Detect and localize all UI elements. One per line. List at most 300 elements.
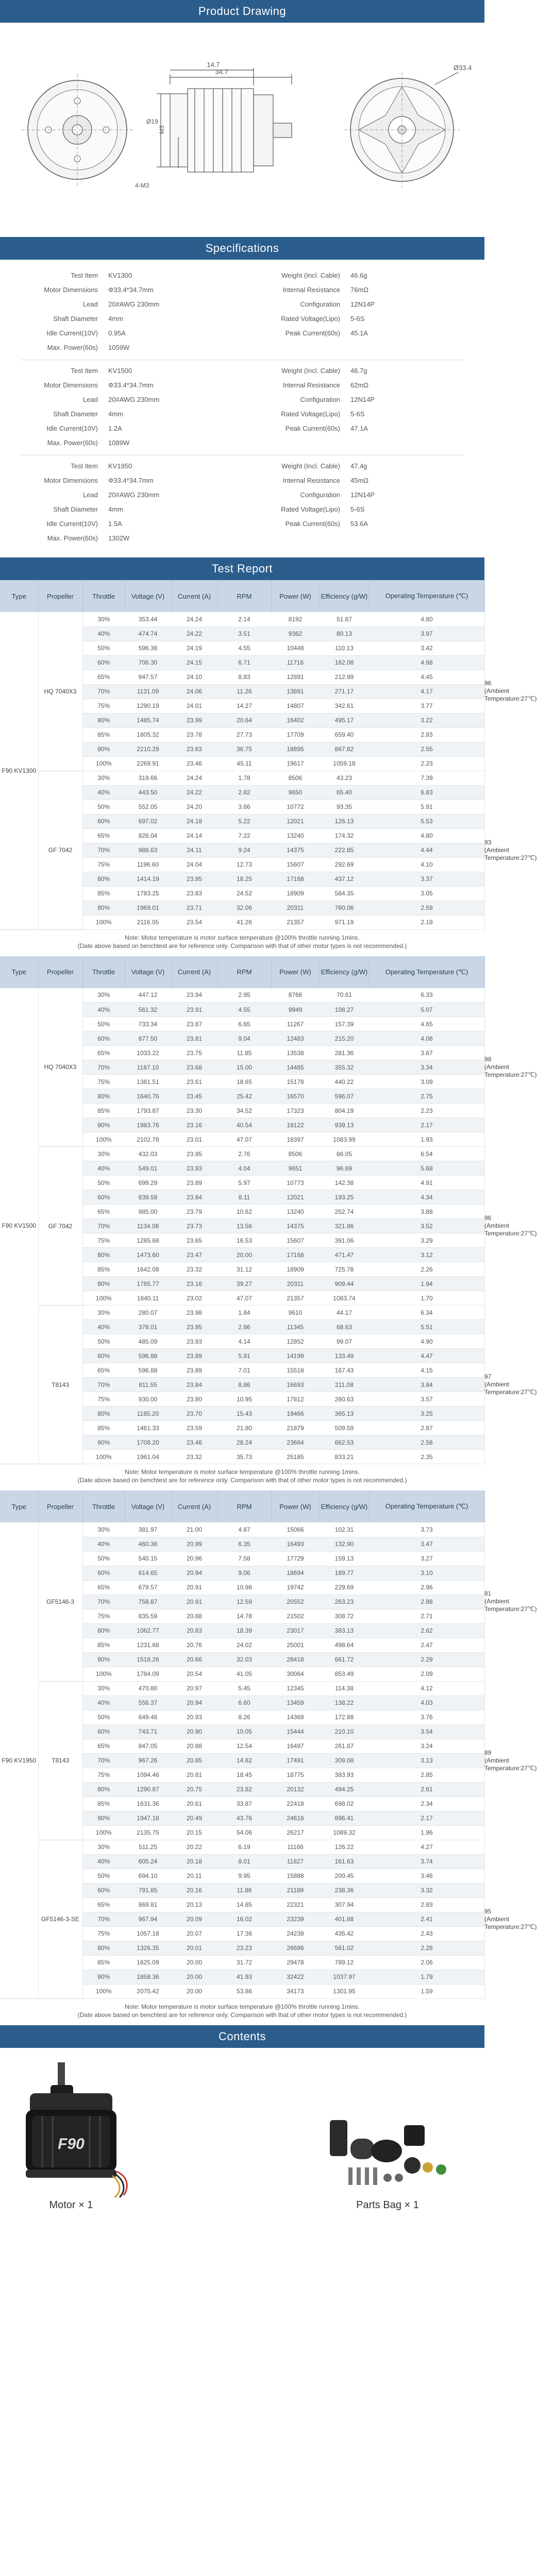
- data-cell: 383.93: [320, 1768, 369, 1782]
- data-cell: 18775: [271, 1768, 320, 1782]
- data-cell: 75%: [82, 1075, 125, 1089]
- data-cell: 23.61: [171, 1075, 217, 1089]
- data-cell: 8192: [271, 612, 320, 626]
- data-cell: 9.95: [217, 1869, 271, 1883]
- data-cell: 24.11: [171, 843, 217, 857]
- data-cell: 20.96: [171, 1551, 217, 1566]
- data-cell: 6.60: [217, 1696, 271, 1710]
- spec-value: 45.1A: [350, 329, 368, 337]
- data-cell: 698.02: [320, 1797, 369, 1811]
- data-cell: 26696: [271, 1941, 320, 1955]
- data-cell: 6.35: [217, 1537, 271, 1551]
- data-cell: 271.17: [320, 684, 369, 699]
- data-cell: 15518: [271, 1363, 320, 1378]
- data-cell: 36.75: [217, 742, 271, 756]
- data-cell: 3.86: [217, 800, 271, 814]
- spec-value: 5-6S: [350, 410, 365, 418]
- data-cell: 60%: [82, 1349, 125, 1363]
- report-note: [0, 1999, 484, 2025]
- spec-block: [21, 455, 464, 550]
- column-header: Throttle: [82, 1490, 125, 1522]
- data-cell: 212.99: [320, 670, 369, 684]
- data-cell: 10.95: [217, 1392, 271, 1406]
- note-line-temperature: Note: Motor temperature is motor surface temperature @100% throttle running 1mins.: [125, 2003, 360, 2010]
- spec-row: [21, 459, 464, 473]
- data-cell: 18909: [271, 1262, 320, 1277]
- data-cell: 20132: [271, 1782, 320, 1797]
- data-cell: 23.46: [171, 1435, 217, 1450]
- spec-value: KV1950: [108, 462, 132, 470]
- data-cell: 20.91: [171, 1580, 217, 1595]
- data-cell: 307.94: [320, 1897, 369, 1912]
- data-cell: 2.06: [369, 1955, 484, 1970]
- data-cell: 32.06: [217, 901, 271, 915]
- data-cell: 66.05: [320, 1147, 369, 1161]
- data-cell: 2.62: [369, 1623, 484, 1638]
- data-cell: 14.82: [217, 1753, 271, 1768]
- data-cell: 21.00: [171, 1522, 217, 1537]
- data-cell: 45.11: [217, 756, 271, 771]
- data-cell: 85%: [82, 727, 125, 742]
- data-cell: 9949: [271, 1003, 320, 1017]
- data-cell: 9610: [271, 1306, 320, 1320]
- data-cell: 847.05: [125, 1739, 171, 1753]
- data-cell: 1.79: [369, 1970, 484, 1984]
- data-cell: 126.22: [320, 1840, 369, 1854]
- data-cell: 44.17: [320, 1306, 369, 1320]
- data-cell: 1784.09: [125, 1667, 171, 1681]
- data-cell: 18895: [271, 742, 320, 756]
- data-cell: 1793.87: [125, 1104, 171, 1118]
- data-cell: 16402: [271, 713, 320, 727]
- data-cell: 2.18: [369, 915, 484, 929]
- propeller-cell: HQ 7040X3: [38, 988, 82, 1147]
- data-cell: 65%: [82, 1580, 125, 1595]
- data-cell: 24.22: [171, 626, 217, 641]
- data-cell: 229.69: [320, 1580, 369, 1595]
- data-cell: 2102.78: [125, 1132, 171, 1147]
- motor-type-cell: F90 KV1300: [0, 612, 38, 929]
- data-cell: 867.82: [320, 742, 369, 756]
- data-cell: 34173: [271, 1984, 320, 1998]
- data-cell: 1196.60: [125, 857, 171, 872]
- data-cell: 100%: [82, 1984, 125, 1998]
- data-cell: 19742: [271, 1580, 320, 1595]
- column-header: Power (W): [271, 580, 320, 612]
- data-cell: 65%: [82, 1897, 125, 1912]
- data-cell: 32.03: [217, 1652, 271, 1667]
- data-cell: 70.61: [320, 988, 369, 1003]
- data-cell: 20.00: [171, 1984, 217, 1998]
- data-cell: 33.87: [217, 1797, 271, 1811]
- spec-label: Configuration: [300, 300, 340, 308]
- data-cell: 18.25: [217, 872, 271, 886]
- data-cell: 440.22: [320, 1075, 369, 1089]
- contents-header: Contents: [0, 2025, 484, 2048]
- data-cell: 435.42: [320, 1926, 369, 1941]
- data-cell: 75%: [82, 699, 125, 713]
- data-cell: 40%: [82, 1696, 125, 1710]
- data-cell: 20311: [271, 1277, 320, 1291]
- data-cell: 2.09: [369, 1667, 484, 1681]
- data-cell: 3.52: [369, 1219, 484, 1233]
- data-cell: 2.34: [369, 1797, 484, 1811]
- spec-row: [21, 268, 464, 282]
- data-cell: 15.43: [217, 1406, 271, 1421]
- data-cell: 4.45: [369, 670, 484, 684]
- data-cell: 4.91: [369, 1176, 484, 1190]
- data-cell: 447.12: [125, 988, 171, 1003]
- spec-value: Φ33.4*34.7mm: [108, 476, 154, 484]
- data-cell: 17812: [271, 1392, 320, 1406]
- data-cell: 6.54: [369, 1147, 484, 1161]
- data-cell: 43.23: [320, 771, 369, 785]
- data-cell: 20.94: [171, 1566, 217, 1580]
- data-cell: 20.75: [171, 1782, 217, 1797]
- data-cell: 18122: [271, 1118, 320, 1132]
- data-cell: 17709: [271, 727, 320, 742]
- data-cell: 4.08: [369, 1031, 484, 1046]
- data-cell: 24.24: [171, 612, 217, 626]
- data-cell: 1033.22: [125, 1046, 171, 1060]
- data-cell: 30%: [82, 1840, 125, 1854]
- data-cell: 19617: [271, 756, 320, 771]
- column-header: RPM: [217, 580, 271, 612]
- spec-label: Weight (Incl. Cable): [281, 366, 340, 375]
- data-cell: 1185.20: [125, 1406, 171, 1421]
- data-cell: 8.11: [217, 1190, 271, 1205]
- data-cell: 50%: [82, 1869, 125, 1883]
- data-cell: 2.61: [369, 1782, 484, 1797]
- data-cell: 23.93: [171, 1161, 217, 1176]
- spec-value: 20#AWG 230mm: [108, 395, 160, 403]
- data-cell: 877.50: [125, 1031, 171, 1046]
- data-cell: 21.80: [217, 1421, 271, 1435]
- data-cell: 21357: [271, 1291, 320, 1306]
- data-cell: 2116.05: [125, 915, 171, 929]
- spec-value: Φ33.4*34.7mm: [108, 381, 154, 389]
- data-cell: 65%: [82, 1739, 125, 1753]
- data-cell: 561.02: [320, 1941, 369, 1955]
- table-row: T8143 30% 470.80 20.97 5.45 12345 114.38 4.12 89 (Ambient Temperature:27℃): [0, 1681, 484, 1696]
- table-row: F90 KV1500 HQ 7040X3 30% 447.12 23.94 2.95 8766 70.61 6.33 98 (Ambient Temperature:27℃): [0, 988, 484, 1003]
- data-cell: 65%: [82, 1363, 125, 1378]
- column-header: Efficiency (g/W): [320, 956, 369, 988]
- data-cell: 11.86: [217, 1883, 271, 1897]
- data-cell: 19466: [271, 1406, 320, 1421]
- data-cell: 280.07: [125, 1306, 171, 1320]
- contents-panel: [0, 2048, 484, 2218]
- data-cell: 1518.26: [125, 1652, 171, 1667]
- data-cell: 2.23: [369, 1104, 484, 1118]
- data-cell: 12021: [271, 814, 320, 828]
- data-cell: 43.76: [217, 1811, 271, 1825]
- data-cell: 1326.35: [125, 1941, 171, 1955]
- data-cell: 80%: [82, 1623, 125, 1638]
- data-cell: 3.74: [369, 1854, 484, 1869]
- data-cell: 8.26: [217, 1710, 271, 1724]
- data-cell: 2.55: [369, 742, 484, 756]
- data-cell: 14199: [271, 1349, 320, 1363]
- data-cell: 443.50: [125, 785, 171, 800]
- data-cell: 5.22: [217, 814, 271, 828]
- data-cell: 24616: [271, 1811, 320, 1825]
- data-cell: 1.84: [217, 1306, 271, 1320]
- data-cell: 3.77: [369, 699, 484, 713]
- table-row: T8143 30% 280.07 23.98 1.84 9610 44.17 6.34 97 (Ambient Temperature:27℃): [0, 1306, 484, 1320]
- data-cell: 23.84: [171, 1190, 217, 1205]
- data-cell: 1461.33: [125, 1421, 171, 1435]
- data-cell: 23.68: [171, 1060, 217, 1075]
- data-cell: 1414.19: [125, 872, 171, 886]
- data-cell: 90%: [82, 1811, 125, 1825]
- column-header: Propeller: [38, 580, 82, 612]
- data-cell: 23.30: [171, 1104, 217, 1118]
- column-header: Type: [0, 1490, 38, 1522]
- data-cell: 100%: [82, 1667, 125, 1681]
- data-cell: 437.12: [320, 872, 369, 886]
- note-line-temperature: Note: Motor temperature is motor surface temperature @100% throttle running 1mins.: [125, 1468, 360, 1476]
- data-cell: 309.08: [320, 1753, 369, 1768]
- data-cell: 4.27: [369, 1840, 484, 1854]
- spec-label: Motor Dimensions: [44, 381, 98, 389]
- column-header: Efficiency (g/W): [320, 580, 369, 612]
- data-cell: 2.35: [369, 1450, 484, 1464]
- data-cell: 85%: [82, 886, 125, 901]
- data-cell: 549.01: [125, 1161, 171, 1176]
- data-cell: 28.24: [217, 1435, 271, 1450]
- data-cell: 23.80: [171, 1392, 217, 1406]
- spec-row: [21, 502, 464, 516]
- test-report-table: [0, 580, 537, 930]
- data-cell: 1057.18: [125, 1926, 171, 1941]
- data-cell: 47.07: [217, 1291, 271, 1306]
- data-cell: 41.05: [217, 1667, 271, 1681]
- spec-label: Rated Voltage(Lipo): [281, 505, 340, 513]
- data-cell: 391.06: [320, 1233, 369, 1248]
- data-cell: 75%: [82, 1233, 125, 1248]
- data-cell: 20.00: [171, 1970, 217, 1984]
- data-cell: 20.88: [171, 1739, 217, 1753]
- data-cell: 22418: [271, 1797, 320, 1811]
- spec-value: 5-6S: [350, 314, 365, 323]
- data-cell: 353.44: [125, 612, 171, 626]
- data-cell: 5.68: [369, 1161, 484, 1176]
- data-cell: 100%: [82, 1291, 125, 1306]
- motor-brand-mark: F90: [58, 2135, 85, 2153]
- data-cell: 30064: [271, 1667, 320, 1681]
- data-cell: 31.72: [217, 1955, 271, 1970]
- spec-value: 20#AWG 230mm: [108, 300, 160, 308]
- data-cell: 1765.77: [125, 1277, 171, 1291]
- data-cell: 11345: [271, 1320, 320, 1334]
- data-cell: 3.42: [369, 641, 484, 655]
- data-cell: 2.14: [217, 612, 271, 626]
- data-cell: 23.32: [171, 1450, 217, 1464]
- data-cell: 40.54: [217, 1118, 271, 1132]
- data-cell: 697.02: [125, 814, 171, 828]
- motor-type-cell: F90 KV1500: [0, 988, 38, 1464]
- data-cell: 2.96: [369, 1580, 484, 1595]
- data-cell: 23.54: [171, 915, 217, 929]
- data-cell: 20.64: [217, 713, 271, 727]
- spec-label: Shaft Diameter: [53, 410, 98, 418]
- data-cell: 24.01: [171, 699, 217, 713]
- data-cell: 50%: [82, 1710, 125, 1724]
- data-cell: 1290.19: [125, 699, 171, 713]
- data-cell: 159.13: [320, 1551, 369, 1566]
- data-cell: 2.17: [369, 1811, 484, 1825]
- data-cell: 2.88: [369, 1595, 484, 1609]
- spec-value: 1302W: [108, 534, 130, 542]
- data-cell: 60%: [82, 1190, 125, 1205]
- data-cell: 1361.51: [125, 1075, 171, 1089]
- data-cell: 20.88: [171, 1609, 217, 1623]
- spec-value: 46.6g: [350, 271, 367, 279]
- data-cell: 5.53: [369, 814, 484, 828]
- data-cell: 930.00: [125, 1392, 171, 1406]
- data-cell: 4.44: [369, 843, 484, 857]
- data-cell: 20311: [271, 901, 320, 915]
- data-cell: 2210.29: [125, 742, 171, 756]
- data-cell: 93.35: [320, 800, 369, 814]
- dim-diameter: Ø33.4: [454, 64, 472, 72]
- data-cell: 1187.10: [125, 1060, 171, 1075]
- data-cell: 162.08: [320, 655, 369, 670]
- data-cell: 4.55: [217, 1003, 271, 1017]
- data-cell: 23.70: [171, 1406, 217, 1421]
- data-cell: 65.40: [320, 785, 369, 800]
- data-cell: 75%: [82, 1768, 125, 1782]
- data-cell: 34.52: [217, 1104, 271, 1118]
- data-cell: 4.80: [369, 828, 484, 843]
- data-cell: 24.24: [171, 771, 217, 785]
- data-cell: 167.43: [320, 1363, 369, 1378]
- data-cell: 50%: [82, 1017, 125, 1031]
- spec-row: [21, 282, 464, 297]
- data-cell: 40%: [82, 626, 125, 641]
- data-cell: 85%: [82, 1421, 125, 1435]
- data-cell: 20.15: [171, 1825, 217, 1840]
- data-cell: 2269.91: [125, 756, 171, 771]
- data-cell: 552.05: [125, 800, 171, 814]
- data-cell: 460.38: [125, 1537, 171, 1551]
- propeller-cell: GF5146-3: [38, 1522, 82, 1681]
- data-cell: 20.94: [171, 1696, 217, 1710]
- data-cell: 75%: [82, 1392, 125, 1406]
- data-cell: 75%: [82, 1609, 125, 1623]
- data-cell: 23.46: [171, 756, 217, 771]
- data-cell: 17168: [271, 872, 320, 886]
- spec-value: 4mm: [108, 410, 123, 418]
- data-cell: 4.14: [217, 1334, 271, 1349]
- data-cell: 39.27: [217, 1277, 271, 1291]
- spec-label: Lead: [83, 395, 98, 403]
- report-note: [0, 930, 484, 956]
- data-cell: 51.87: [320, 612, 369, 626]
- data-cell: 17.36: [217, 1926, 271, 1941]
- spec-row: [21, 487, 464, 502]
- spec-value: 4mm: [108, 314, 123, 323]
- data-cell: 20.99: [171, 1537, 217, 1551]
- data-cell: 20.16: [171, 1883, 217, 1897]
- column-header: Power (W): [271, 956, 320, 988]
- data-cell: 20.66: [171, 1652, 217, 1667]
- spec-label: Peak Current(60s): [285, 329, 340, 337]
- data-cell: 661.72: [320, 1652, 369, 1667]
- data-cell: 16.53: [217, 1233, 271, 1248]
- data-cell: 6.83: [369, 785, 484, 800]
- data-cell: 100%: [82, 756, 125, 771]
- spec-value: KV1500: [108, 366, 132, 375]
- spec-value: 62mΩ: [350, 381, 369, 389]
- data-cell: 1642.08: [125, 1262, 171, 1277]
- data-cell: 20.61: [171, 1797, 217, 1811]
- data-cell: 110.13: [320, 641, 369, 655]
- data-cell: 3.46: [369, 1869, 484, 1883]
- data-cell: 743.71: [125, 1724, 171, 1739]
- data-cell: 22321: [271, 1897, 320, 1912]
- data-cell: 252.74: [320, 1205, 369, 1219]
- data-cell: 193.25: [320, 1190, 369, 1205]
- data-cell: 70%: [82, 1595, 125, 1609]
- data-cell: 1301.95: [320, 1984, 369, 1998]
- spec-label: Shaft Diameter: [53, 314, 98, 323]
- data-cell: 50%: [82, 1551, 125, 1566]
- data-cell: 3.10: [369, 1566, 484, 1580]
- data-cell: 222.85: [320, 843, 369, 857]
- data-cell: 3.54: [369, 1724, 484, 1739]
- data-cell: 4.17: [369, 684, 484, 699]
- spec-value: 4mm: [108, 505, 123, 513]
- spec-label: Configuration: [300, 490, 340, 499]
- data-cell: 971.19: [320, 915, 369, 929]
- spec-value: 47.1A: [350, 424, 368, 432]
- data-cell: 833.21: [320, 1450, 369, 1464]
- data-cell: 2.17: [369, 1118, 484, 1132]
- spec-value: 12N14P: [350, 490, 375, 499]
- data-cell: 85%: [82, 1797, 125, 1811]
- data-cell: 23.91: [171, 1003, 217, 1017]
- data-cell: 5.97: [217, 1176, 271, 1190]
- data-cell: 494.25: [320, 1782, 369, 1797]
- data-cell: 1134.08: [125, 1219, 171, 1233]
- data-cell: 18397: [271, 1132, 320, 1147]
- data-cell: 804.19: [320, 1104, 369, 1118]
- data-cell: 23017: [271, 1623, 320, 1638]
- data-cell: 853.49: [320, 1667, 369, 1681]
- data-cell: 20.91: [171, 1595, 217, 1609]
- data-cell: 80%: [82, 1248, 125, 1262]
- data-cell: 40%: [82, 1161, 125, 1176]
- data-cell: 24.14: [171, 828, 217, 843]
- data-cell: 23.16: [171, 1277, 217, 1291]
- propeller-cell: T8143: [38, 1306, 82, 1464]
- data-cell: 23.83: [171, 886, 217, 901]
- data-cell: 23.95: [171, 872, 217, 886]
- data-cell: 2.23: [369, 756, 484, 771]
- data-cell: 1708.20: [125, 1435, 171, 1450]
- spec-label: Max. Power(60s): [47, 343, 98, 351]
- data-cell: 1285.68: [125, 1233, 171, 1248]
- data-cell: 10.62: [217, 1205, 271, 1219]
- spec-value: 76mΩ: [350, 285, 369, 294]
- data-cell: 17491: [271, 1753, 320, 1768]
- column-header: Current (A): [171, 956, 217, 988]
- data-cell: 2075.42: [125, 1984, 171, 1998]
- data-cell: 211.08: [320, 1378, 369, 1392]
- data-cell: 60%: [82, 1724, 125, 1739]
